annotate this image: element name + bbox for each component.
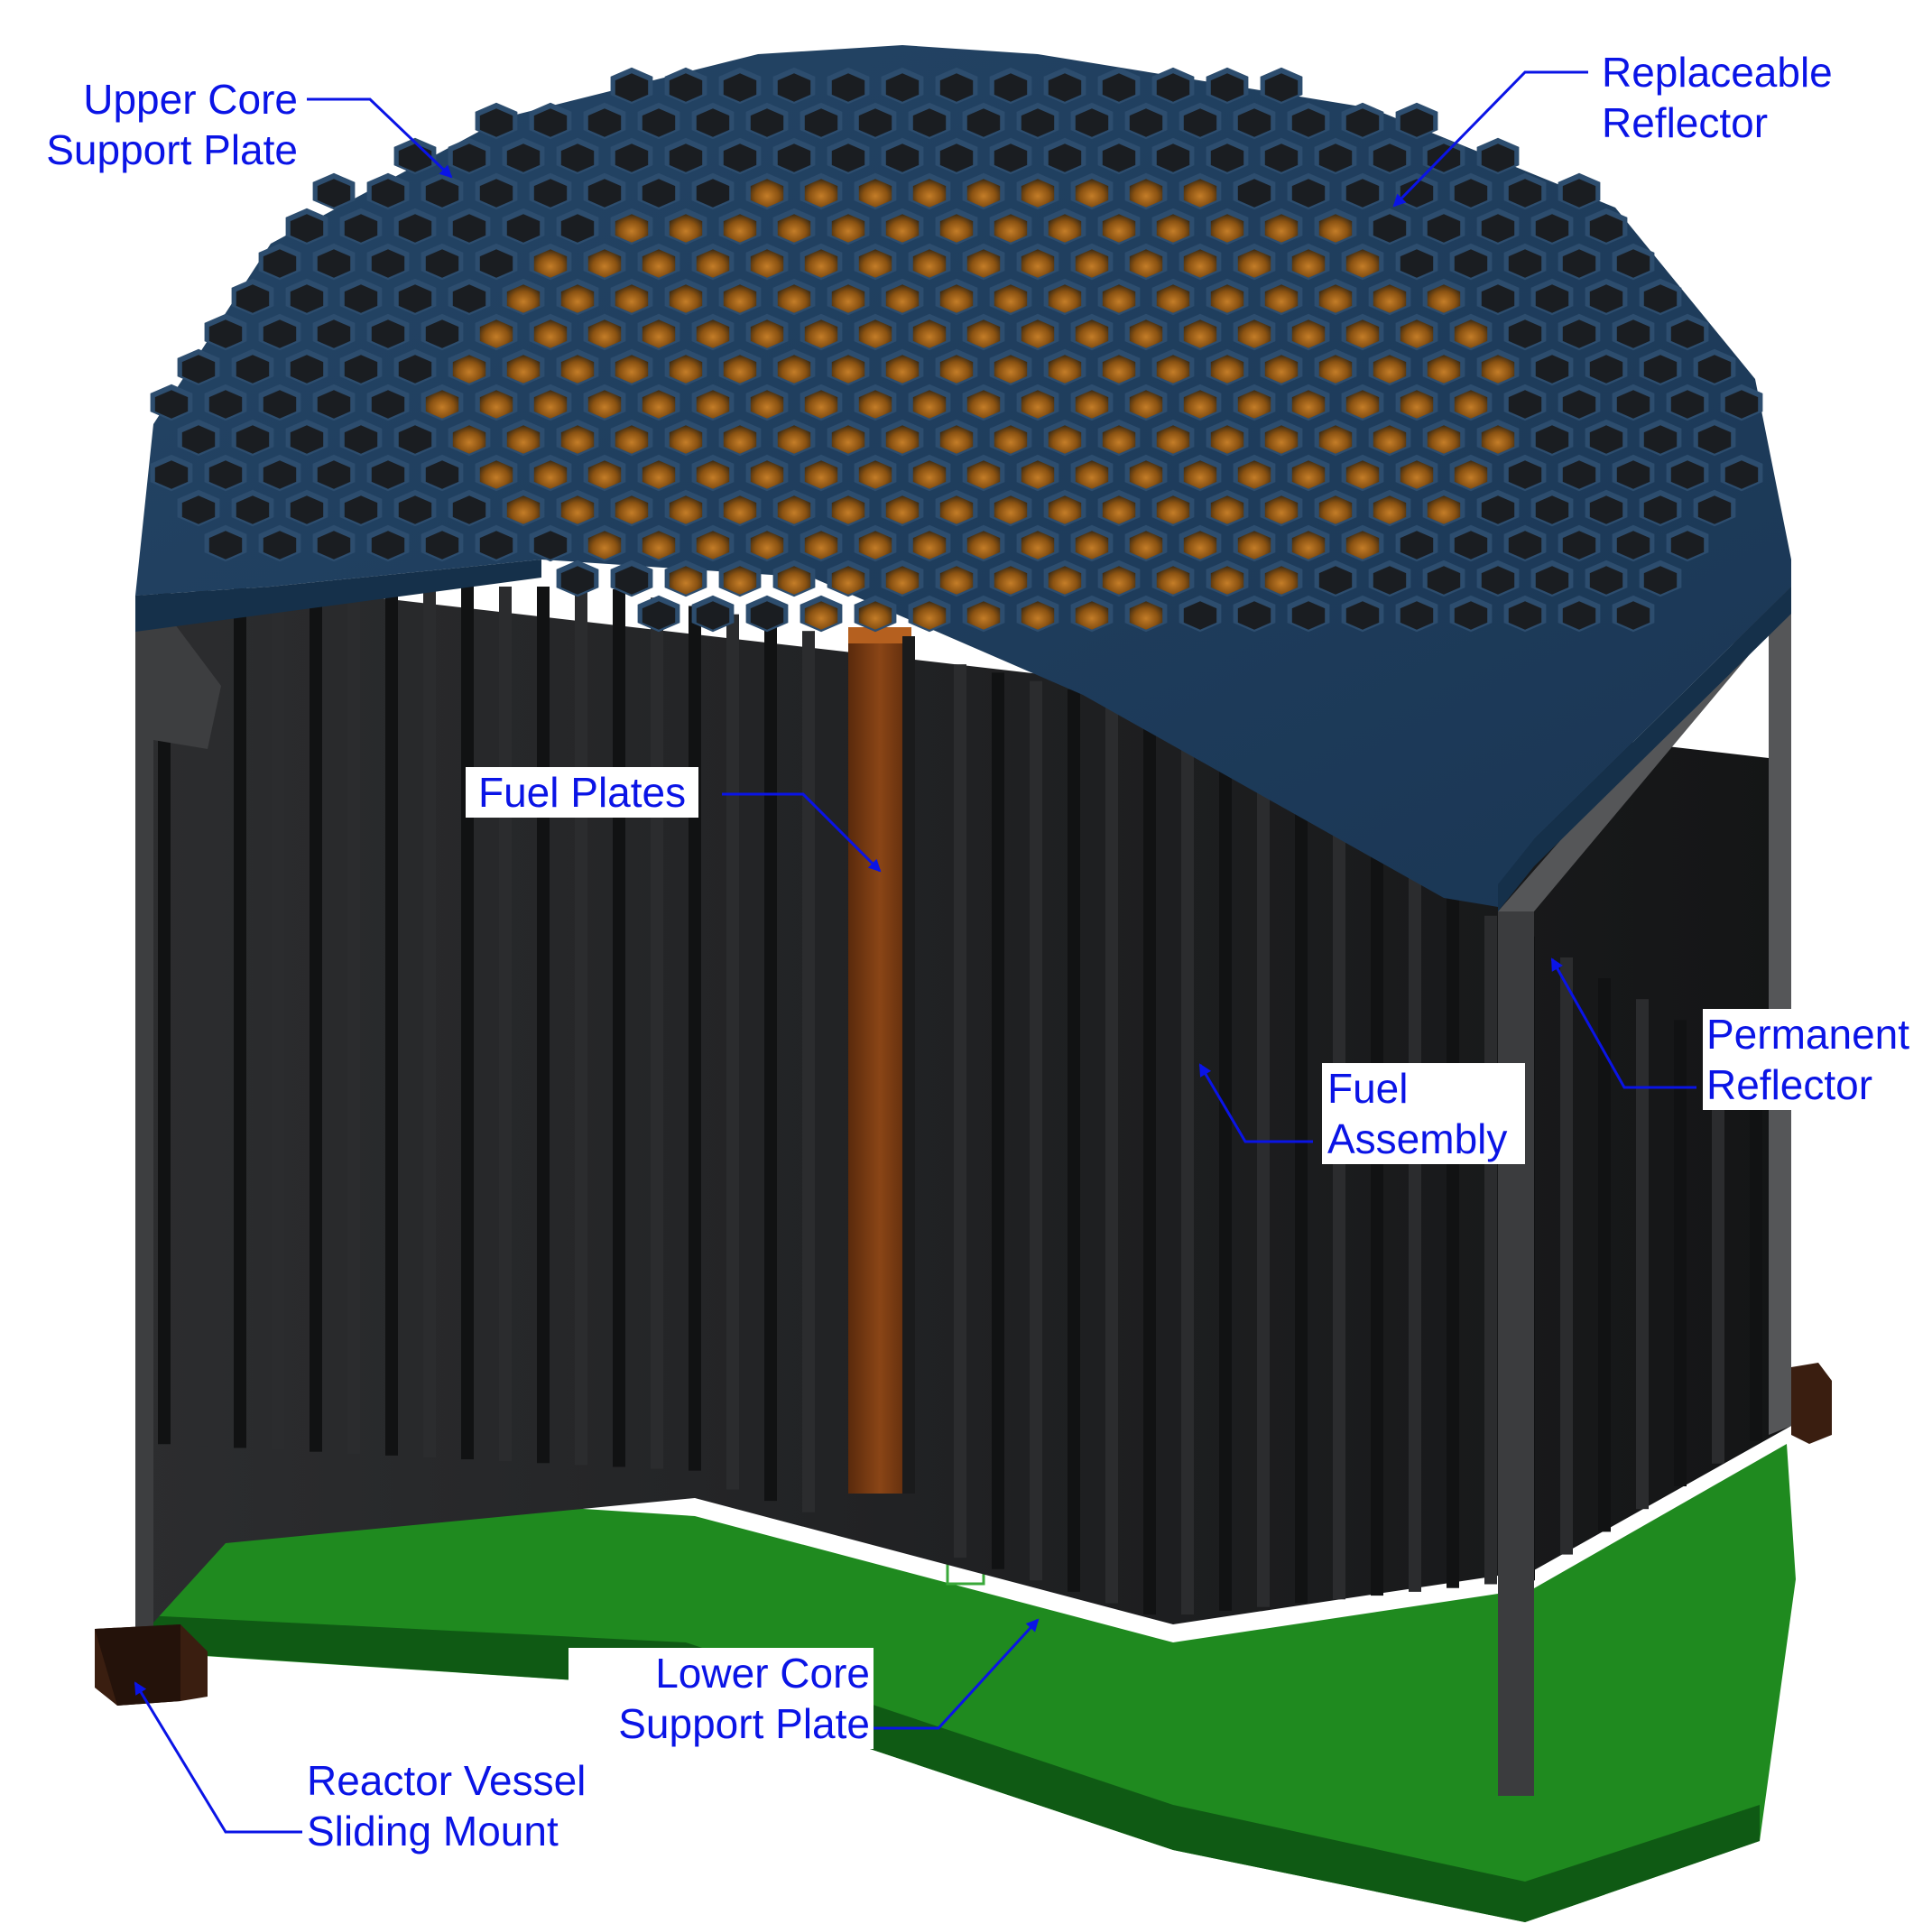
column-stripe bbox=[1409, 874, 1421, 1592]
column-stripe bbox=[764, 623, 777, 1501]
label-permanent-reflector bbox=[1703, 1009, 1913, 1110]
column-stripe bbox=[234, 587, 246, 1448]
column-stripe bbox=[1636, 999, 1649, 1509]
column-stripe bbox=[1257, 791, 1270, 1607]
column-stripe bbox=[992, 672, 1004, 1568]
column-stripe bbox=[1105, 708, 1118, 1604]
column-stripe bbox=[1750, 1061, 1762, 1440]
label-line: Fuel Plates bbox=[478, 769, 687, 816]
label-fuel-plates bbox=[466, 767, 698, 818]
column-stripe bbox=[613, 589, 625, 1466]
label-fuel-assembly bbox=[1322, 1063, 1525, 1164]
label-line: Reflector bbox=[1602, 99, 1769, 146]
column-stripe bbox=[272, 587, 284, 1450]
column-stripe bbox=[1219, 770, 1232, 1611]
column-stripe bbox=[726, 615, 739, 1490]
column-stripe bbox=[461, 587, 474, 1459]
label-replaceable-reflector bbox=[1602, 47, 1833, 148]
column-stripe bbox=[347, 587, 360, 1454]
reactor-vessel-sliding-mount-left bbox=[95, 1624, 208, 1706]
label-reactor-vessel-sliding-mount bbox=[307, 1755, 586, 1856]
label-line: Assembly bbox=[1327, 1115, 1508, 1162]
column-stripe bbox=[1068, 689, 1080, 1592]
column-stripe bbox=[575, 581, 587, 1466]
label-line: Support Plate bbox=[618, 1700, 870, 1747]
label-line: Upper Core bbox=[83, 76, 298, 123]
label-upper-core-support-plate bbox=[18, 74, 298, 175]
column-stripe bbox=[1295, 811, 1308, 1603]
label-line: Replaceable bbox=[1602, 49, 1833, 96]
column-stripe bbox=[1674, 1020, 1687, 1486]
column-stripe bbox=[651, 597, 663, 1468]
column-stripe bbox=[310, 587, 322, 1452]
label-line: Sliding Mount bbox=[307, 1808, 559, 1855]
fuel-plates-column bbox=[848, 627, 915, 1494]
column-stripe bbox=[1143, 728, 1156, 1614]
column-stripe bbox=[1560, 957, 1573, 1555]
label-lower-core-support-plate bbox=[569, 1648, 874, 1749]
column-stripe bbox=[1030, 681, 1042, 1581]
leader-reactor-vessel-sliding-mount bbox=[135, 1683, 302, 1832]
column-stripe bbox=[499, 587, 512, 1461]
column-stripe bbox=[385, 587, 398, 1456]
label-line: Lower Core bbox=[655, 1650, 870, 1697]
reactor-vessel-sliding-mount-right bbox=[1791, 1363, 1832, 1444]
label-line: Reactor Vessel bbox=[307, 1757, 587, 1804]
column-stripe bbox=[1181, 749, 1194, 1614]
column-stripe bbox=[689, 606, 701, 1470]
label-line: Fuel bbox=[1327, 1065, 1409, 1112]
column-stripe bbox=[423, 587, 436, 1457]
column-stripe bbox=[1371, 853, 1383, 1596]
column-stripe bbox=[537, 587, 550, 1463]
label-line: Reflector bbox=[1706, 1061, 1873, 1108]
column-stripe bbox=[1333, 832, 1345, 1599]
label-line: Permanent bbox=[1706, 1011, 1910, 1058]
column-stripe bbox=[1447, 895, 1459, 1588]
column-stripe bbox=[954, 664, 966, 1558]
column-stripe bbox=[802, 631, 815, 1512]
column-stripe bbox=[1484, 916, 1497, 1585]
label-line: Support Plate bbox=[46, 126, 298, 173]
